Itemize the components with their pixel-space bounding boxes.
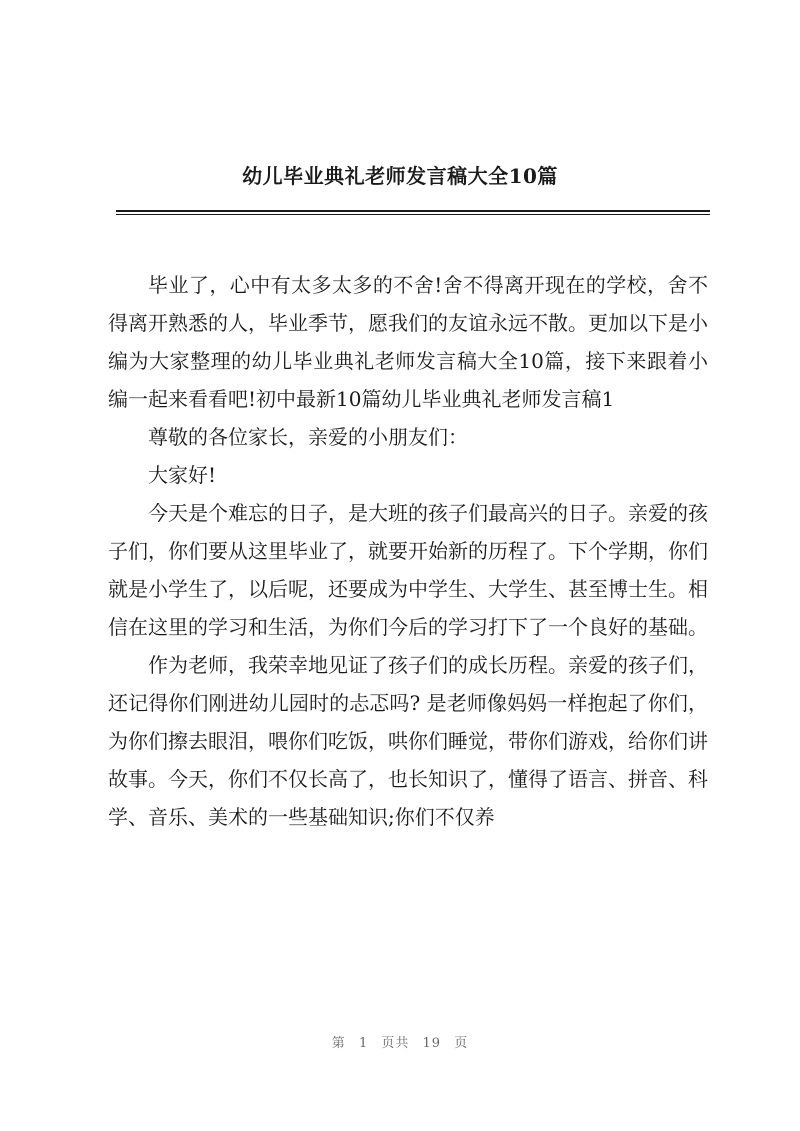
footer-current-page: 1 xyxy=(358,1036,369,1051)
title-divider-thick xyxy=(116,210,710,212)
footer-total-pages: 19 xyxy=(422,1036,442,1051)
document-body xyxy=(108,266,708,836)
footer-suffix: 页 xyxy=(454,1036,469,1051)
paragraph-salutation: 尊敬的各位家长，亲爱的小朋友们： xyxy=(148,425,468,449)
paragraph-body-2: 作为老师，我荣幸地见证了孩子们的成长历程。亲爱的孩子们，还记得你们刚进幼儿园时的忐忑吗? 是老师像妈妈一样抱起了你们，为你们擦去眼泪，喂你们吃饭，哄你们睡觉，带你们游戏，给你们讲故事。今天，你们不仅长高了，也长知识了，懂得了语言、拼音、科学、音乐、美术的一些基础知识;你们不仅养 xyxy=(108,653,708,829)
paragraph-intro: 毕业了，心中有太多太多的不舍!舍不得离开现在的学校，舍不得离开熟悉的人，毕业季节，愿我们的友谊永远不散。更加以下是小编为大家整理的幼儿毕业典礼老师发言稿大全10篇，接下来跟着小编一起来看看吧!初中最新10篇幼儿毕业典礼老师发言稿1 xyxy=(108,273,708,411)
paragraph-greeting: 大家好! xyxy=(148,463,217,487)
footer-prefix: 第 xyxy=(331,1036,346,1051)
document-title: 幼儿毕业典礼老师发言稿大全10篇 xyxy=(242,164,558,188)
page-footer xyxy=(0,1032,800,1051)
footer-middle: 页共 xyxy=(381,1036,410,1051)
paragraph-body-1: 今天是个难忘的日子，是大班的孩子们最高兴的日子。亲爱的孩子们，你们要从这里毕业了，就要开始新的历程了。下个学期，你们就是小学生了，以后呢，还要成为中学生、大学生、甚至博士生。相信在这里的学习和生活，为你们今后的学习打下了一个良好的基础。 xyxy=(108,501,708,639)
title-divider-thin xyxy=(116,214,710,215)
